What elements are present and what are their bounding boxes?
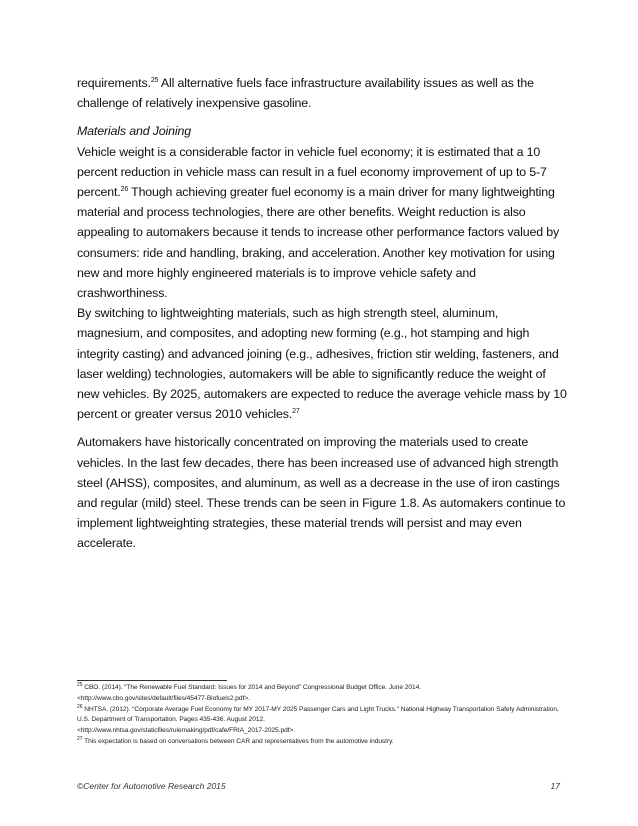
paragraph-2-text: Vehicle weight is a considerable factor in vehicle fuel economy; it is estimated that a 10 percent reduction in vehicle mass can result in a fuel economy improvement of up to 5-7 percent. — [77, 144, 547, 200]
footnote-ref-25: 25 — [150, 77, 159, 84]
footnote-ref-27: 27 — [292, 408, 300, 416]
paragraph-3 — [77, 303, 567, 424]
footnote-25-marker: 25 — [77, 682, 83, 688]
footnote-25-url: <http://www.cbo.gov/sites/default/files/45477-Biofuels2.pdf>. — [77, 694, 250, 702]
paragraph-2 — [77, 142, 567, 304]
materials-section — [77, 121, 567, 303]
page-footer — [77, 781, 560, 791]
footnote-26-url: <http://www.nhtsa.gov/staticfiles/rulemaking/pdf/cafe/FRIA_2017-2025.pdf>. — [77, 727, 296, 735]
paragraph-4 — [77, 432, 567, 553]
body-text — [77, 73, 567, 554]
footnote-divider — [77, 680, 227, 681]
paragraph-2-text-cont: Though achieving greater fuel economy is a main driver for many lightweighting material and process technologies, there are other benefits. Weight reduction is also appealing to automakers because it tends to increase other performance factors valued by consumers: ride and handling, braking, and acceleration. Another key motivation for using new and more highly engineered materials is to improve vehicle safety and crashworthiness. — [77, 185, 560, 301]
footnote-26 — [77, 705, 567, 737]
footnote-27-marker: 27 — [77, 735, 83, 742]
page-number: 17 — [550, 781, 560, 791]
footnote-25 — [77, 683, 567, 705]
footnote-26-text: NHTSA. (2012). “Corporate Average Fuel Economy for MY 2017-MY 2025 Passenger Cars and Light Trucks.” National Highway Transportation Safety Administration, U.S. Department of Transportation. Pages 435-436. August 2012. — [77, 705, 559, 724]
section-heading: Materials and Joining — [77, 124, 191, 139]
paragraph-4-text: Automakers have historically concentrated on improving the materials used to create vehicles. In the last few decades, there has been increased use of advanced high strength steel (AHSS), composites, and aluminum, as well as a decrease in the use of iron castings and regular (mild) steel. These trends can be seen in Figure 1.8. As automakers continue to implement lightweighting strategies, these material trends will persist and may even accelerate. — [77, 435, 566, 551]
footnote-25-text: CBO. (2014). “The Renewable Fuel Standard: Issues for 2014 and Beyond” Congressional Budget Office. June 2014. — [82, 684, 421, 691]
footer-copyright: ©Center for Automotive Research 2015 — [77, 781, 226, 791]
paragraph-1-text-cont: All alternative fuels face infrastructure availability issues as well as the challenge of relatively inexpensive gasoline. — [77, 76, 534, 111]
footnote-27 — [77, 737, 567, 748]
footnote-27-text: This expectation is based on conversations between CAR and representatives from the automotive industry. — [82, 737, 394, 745]
footnote-26-marker: 26 — [77, 703, 83, 710]
paragraph-1 — [77, 73, 567, 113]
paragraph-1-text: requirements. — [77, 76, 151, 90]
footnote-ref-26: 26 — [120, 186, 129, 194]
paragraph-3-text: By switching to lightweighting materials, such as high strength steel, aluminum, magnesium, and composites, and adopting new forming (e.g., hot stamping and high integrity casting) and advanced joining (e.g., adhesives, friction stir welding, fasteners, and laser welding) technologies, automakers will be able to significantly reduce the weight of new vehicles. By 2025, automakers are expected to reduce the average vehicle mass by 10 percent or greater versus 2010 vehicles. — [77, 306, 567, 422]
footnotes — [77, 683, 567, 748]
